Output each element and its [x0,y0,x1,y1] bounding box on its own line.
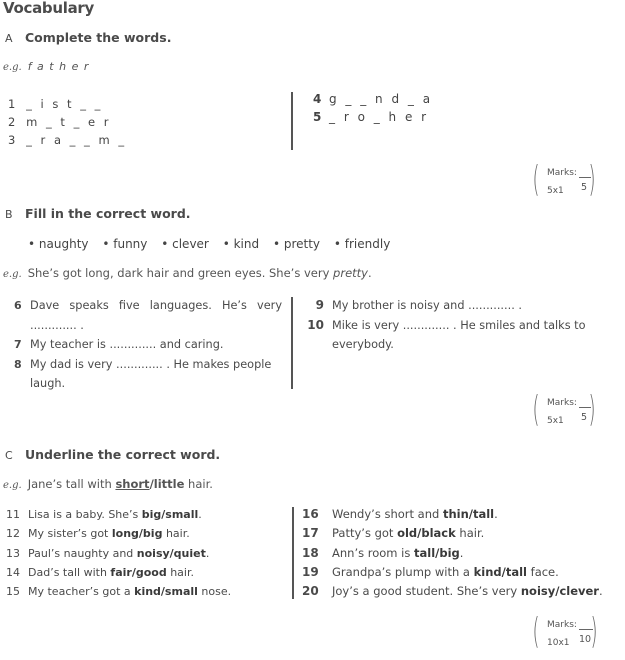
section-a-letter: A [5,32,13,45]
section-b-letter: B [5,208,13,221]
list-item: 7 My teacher is ............. and caring. [14,338,224,351]
section-b-example: e.g. She’s got long, dark hair and green eyes. She’s very pretty. [3,266,372,280]
example-word: f a t h e r [27,60,90,73]
section-c-right-items [302,505,603,601]
page-title: Vocabulary [3,0,94,17]
section-a-left-items [8,95,127,149]
word-bank-item: • naughty [28,237,89,251]
list-item: 18 Ann’s room is tall/big. [302,545,464,560]
marks-box-c: ( Marks: 10x1 10 ) [532,611,598,652]
section-b-heading [5,206,191,221]
right-paren: ) [588,159,596,200]
list-item: 15 My teacher’s got a kind/small nose. [6,585,232,599]
section-c-letter: C [5,449,13,462]
column-divider [291,297,293,389]
word-bank-item: • friendly [333,237,391,251]
left-paren: ( [532,159,540,200]
section-c-example: e.g. Jane’s tall with short/little hair. [3,477,213,491]
left-paren: ( [532,611,540,652]
section-c-left-items [6,505,231,601]
word-bank-item: • clever [161,237,209,251]
list-item: 8 My dad is very ............. . He makes people laugh. [14,357,272,390]
list-item: 10 Mike is very ............. . He smiles and talks to everybody. [307,317,586,351]
word-bank-item: • funny [102,237,148,251]
list-item: 20 Joy’s a good student. She’s very noisy/clever. [302,584,603,599]
section-a-example [3,60,89,73]
section-b-right-items [298,296,598,355]
column-divider [291,92,293,150]
list-item: 14 Dad’s tall with fair/good hair. [6,565,194,579]
column-divider [292,507,294,599]
list-item: 4 g _ _ n d _ a [313,92,433,106]
word-bank [28,237,400,251]
section-c-heading [5,447,220,462]
example-label: e.g. [3,62,22,73]
right-paren: ) [590,611,598,652]
list-item: 3 _ r a _ _ m _ [8,133,127,147]
section-a-instruction: Complete the words. [25,30,172,45]
word-bank-item: • kind [222,237,260,251]
marks-box-a: ( Marks: 5x1 5 ) [532,159,596,200]
list-item: 2 m _ t _ e r [8,115,111,129]
list-item: 9 My brother is noisy and ............. . [315,298,522,312]
list-item: 17 Patty’s got old/black hair. [302,526,485,541]
list-item: 12 My sister’s got long/big hair. [6,527,190,541]
section-a-right-items [313,90,433,126]
list-item: 13 Paul’s naughty and noisy/quiet. [6,546,210,560]
list-item: 16 Wendy’s short and thin/tall. [302,507,498,521]
section-b-instruction: Fill in the correct word. [25,206,191,221]
right-paren: ) [588,389,596,430]
list-item: 5 _ r o _ h e r [313,110,429,124]
list-item: 6 Dave speaks five languages. He’s very ............. . [14,299,282,332]
section-b-left-items [14,296,282,394]
section-a-heading [5,30,171,45]
section-c-instruction: Underline the correct word. [25,447,221,462]
list-item: 1 _ i s t _ _ [8,97,103,111]
list-item: 11 Lisa is a baby. She’s big/small. [6,508,202,521]
list-item: 19 Grandpa’s plump with a kind/tall face. [302,564,559,579]
marks-box-b: ( Marks: 5x1 5 ) [532,389,596,430]
left-paren: ( [532,389,540,430]
word-bank-item: • pretty [272,237,321,251]
